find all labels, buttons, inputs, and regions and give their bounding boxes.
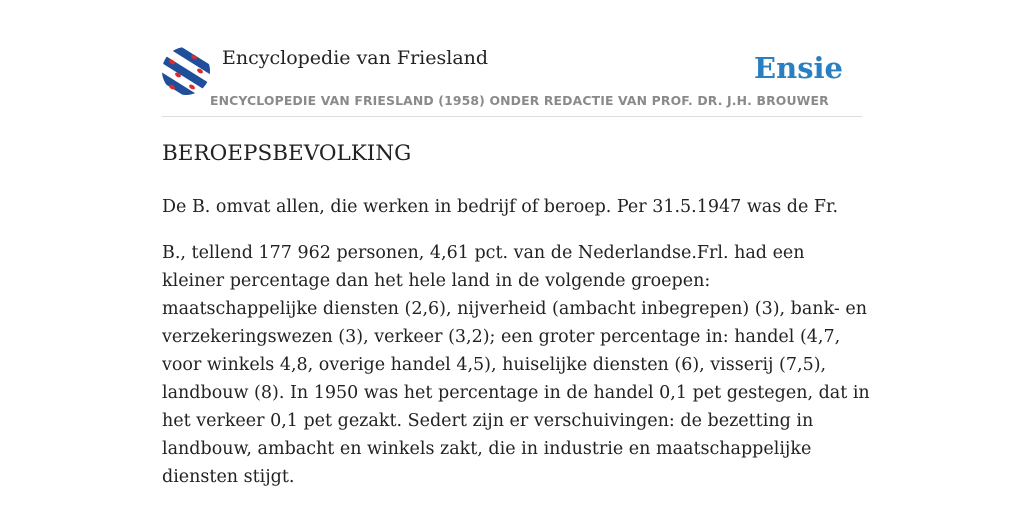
brand-logo[interactable]: Ensie — [754, 51, 843, 85]
article-title: BEROEPSBEVOLKING — [162, 141, 412, 166]
site-subtitle: ENCYCLOPEDIE VAN FRIESLAND (1958) ONDER REDACTIE VAN PROF. DR. J.H. BROUWER — [210, 93, 829, 108]
header — [162, 44, 862, 117]
article-paragraph: De B. omvat allen, die werken in bedrijf of beroep. Per 31.5.1947 was de Fr. — [162, 197, 839, 217]
frisian-flag-icon[interactable] — [162, 47, 210, 95]
article-paragraph: B., tellend 177 962 personen, 4,61 pct. van de Nederlandse.Frl. had een kleiner percentage dan het hele land in de volgende groepen: maatschappelijke diensten (2,6), nijverheid (ambacht inbegrepen) (3), bank- en verzekeringswezen (3), verkeer (3,2); een groter percentage in: handel (4,7, voor winkels 4,8, overige handel 4,5), huiselijke diensten (6), visserij (7,5), landbouw (8). In 1950 was het percentage in de handel 0,1 pet gestegen, dat in het verkeer 0,1 pet gezakt. Sedert zijn er verschuivingen: de bezetting in landbouw, ambacht en winkels zakt, die in industrie en maatschappelijke diensten stijgt. — [162, 243, 870, 487]
site-name[interactable]: Encyclopedie van Friesland — [222, 47, 489, 69]
